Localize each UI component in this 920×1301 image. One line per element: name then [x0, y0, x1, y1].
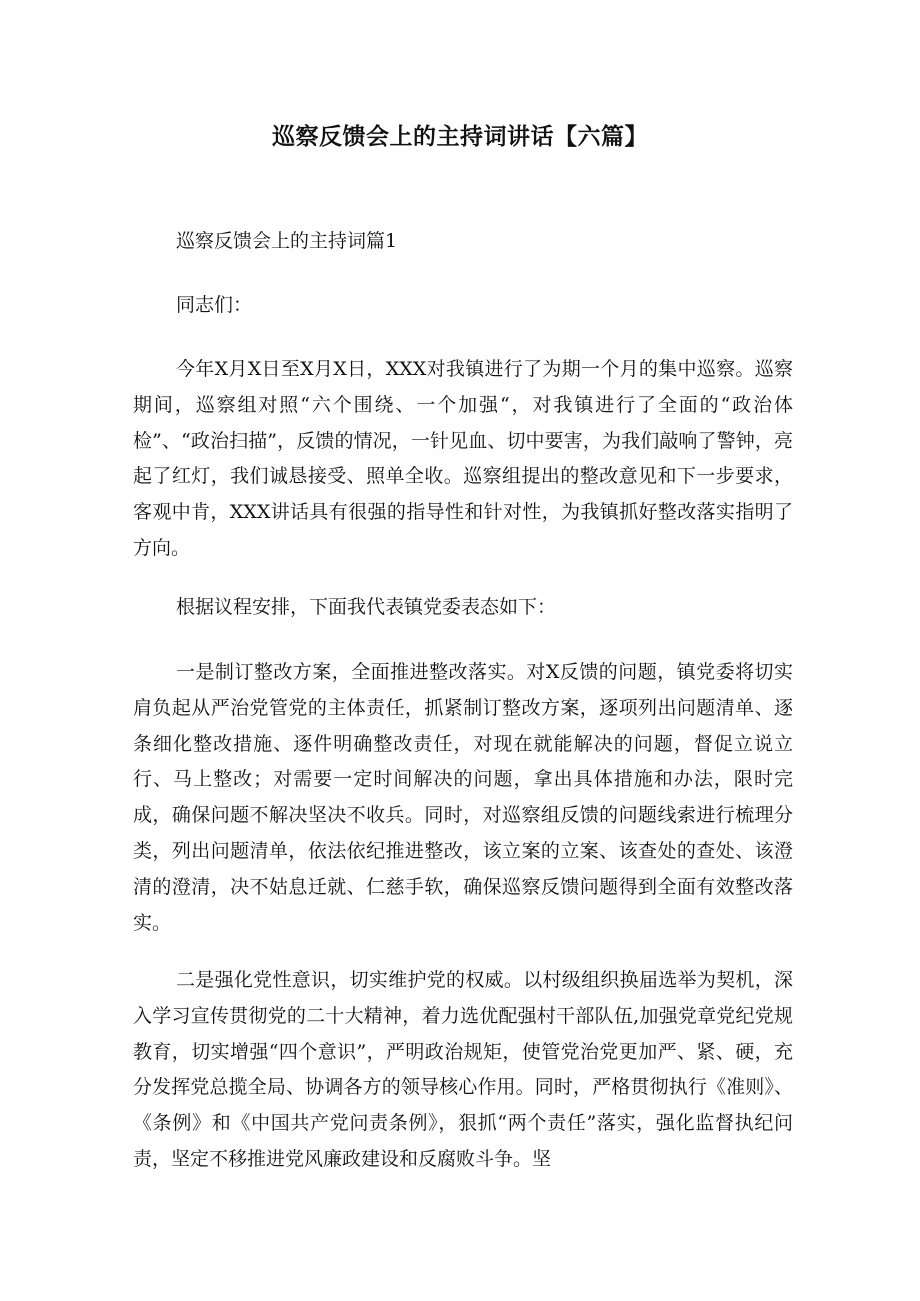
section-heading: 巡察反馈会上的主持词篇1 — [176, 230, 398, 252]
paragraph-3: 一是制订整改方案，全面推进整改落实。对X反馈的问题，镇党委将切实肩负起从严治党管党的主体责任，抓紧制订整改方案，逐项列出问题清单、逐条细化整改措施、逐件明确整改责任，对现在就能解决的问题，督促立说立行、马上整改；对需要一定时间解决的问题，拿出具体措施和办法，限时完成，确保问题不解决坚决不收兵。同时，对巡察组反馈的问题线索进行梳理分类，列出问题清单，依法依纪推进整改，该立案的立案、该查处的查处、该澄清的澄清，决不姑息迁就、仁慈手软，确保巡察反馈问题得到全面有效整改落实。 — [133, 661, 793, 934]
paragraph-1: 今年X月X日至X月X日，XXX对我镇进行了为期一个月的集中巡察。巡察期间，巡察组对照“六个围绕、一个加强“，对我镇进行了全面的“政治体检”、“政治扫描”，反馈的情况，一针见血、切中要害，为我们敲响了警钟，亮起了红灯，我们诚恳接受、照单全收。巡察组提出的整改意见和下一步要求，客观中肯，XXX讲话具有很强的指导性和针对性，为我镇抓好整改落实指明了方向。 — [133, 358, 793, 559]
paragraph-2: 根据议程安排，下面我代表镇党委表态如下： — [176, 596, 557, 618]
greeting: 同志们： — [176, 294, 253, 316]
document-title: 巡察反馈会上的主持词讲话【六篇】 — [272, 124, 648, 150]
paragraph-4: 二是强化党性意识，切实维护党的权威。以村级组织换届选举为契机，深入学习宣传贯彻党的二十大精神，着力选优配强村干部队伍,加强党章党纪党规教育，切实增强“四个意识”，严明政治规矩，使管党治党更加严、紧、硬，充分发挥党总揽全局、协调各方的领导核心作用。同时，严格贯彻执行《准则》、《条例》和《中国共产党问责条例》，狠抓“两个责任”落实，强化监督执纪问责，坚定不移推进党风廉政建设和反腐败斗争。坚 — [133, 969, 793, 1170]
